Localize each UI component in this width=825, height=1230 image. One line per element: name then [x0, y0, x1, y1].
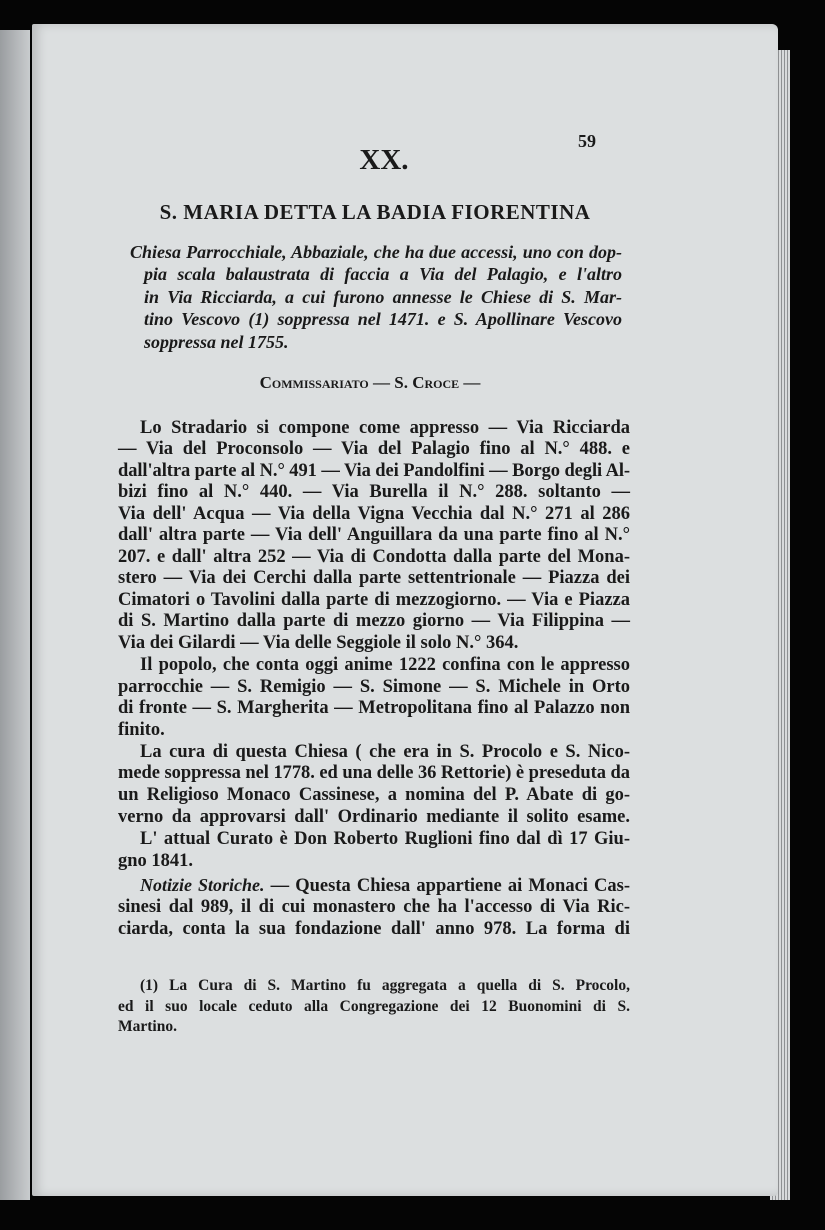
chapter-number: XX.: [359, 144, 409, 176]
body-line: 207. e dall' altra 252 — Via di Condotta dalla parte del Mona-: [118, 547, 630, 567]
body-line: Lo Stradario si compone come appresso — Via Ricciarda: [140, 418, 630, 438]
body-line: ciarda, conta la sua fondazione dall' anno 978. La forma di: [118, 919, 630, 939]
body-line: L' attual Curato è Don Roberto Ruglioni fino dal dì 17 Giu-: [140, 829, 630, 849]
body-line: finito.: [118, 720, 165, 740]
body-line: gno 1841.: [118, 851, 194, 871]
subtitle-line: pia scala balaustrata di faccia a Via del Palagio, e l'altro: [144, 264, 622, 284]
body-line: un Religioso Monaco Cassinese, a nomina del P. Abate di go-: [118, 785, 630, 805]
body-line: verno da approvarsi dall' Ordinario mediante il solito esame.: [118, 807, 630, 827]
footnote-line: Martino.: [118, 1018, 177, 1035]
body-line: Cimatori o Tavolini dalla parte di mezzogiorno. — Via e Piazza: [118, 590, 630, 610]
notizie-line: [140, 875, 630, 895]
body-line: bizi fino al N.° 440. — Via Burella il N.° 288. soltanto —: [118, 482, 630, 502]
notizie-label: Notizie Storiche.: [140, 875, 265, 895]
body-line: dall' altra parte — Via dell' Anguillara da una parte fino al N.°: [118, 525, 630, 545]
subtitle-line: in Via Ricciarda, a cui furono annesse le Chiese di S. Mar-: [144, 287, 622, 307]
body-line: sinesi dal 989, il di cui monastero che ha l'accesso di Via Ric-: [118, 897, 630, 917]
footnote-line: ed il suo locale ceduto alla Congregazione dei 12 Buonomini di S.: [118, 998, 630, 1015]
body-line: — Via del Proconsolo — Via del Palagio fino al N.° 488. e: [118, 439, 630, 459]
subtitle-line: tino Vescovo (1) soppressa nel 1471. e S. Apollinare Vescovo: [144, 309, 622, 329]
body-line: dall'altra parte al N.° 491 — Via dei Pandolfini — Borgo degli Al-: [118, 461, 630, 481]
body-line: di fronte — S. Margherita — Metropolitana fino al Palazzo non: [118, 698, 630, 718]
body-line: Via dei Gilardi — Via delle Seggiole il solo N.° 364.: [118, 633, 519, 653]
notizie-text: — Questa Chiesa appartiene ai Monaci Cas-: [270, 876, 631, 896]
body-line: parrocchie — S. Remigio — S. Simone — S. Michele in Orto: [118, 677, 630, 697]
left-page-edge: [0, 30, 30, 1200]
footnote-line: (1) La Cura di S. Martino fu aggregata a quella di S. Procolo,: [140, 977, 630, 994]
body-line: La cura di questa Chiesa ( che era in S. Procolo e S. Nico-: [140, 742, 630, 762]
subtitle-line: Chiesa Parrocchiale, Abbaziale, che ha due accessi, uno con dop-: [130, 242, 622, 262]
subtitle-line: soppressa nel 1755.: [144, 332, 289, 352]
body-line: stero — Via dei Cerchi dalla parte settentrionale — Piazza dei: [118, 568, 630, 588]
body-line: di S. Martino dalla parte di mezzo giorno — Via Filippina —: [118, 611, 630, 631]
body-line: mede soppressa nel 1778. ed una delle 36 Rettorie) è preseduta da: [118, 763, 630, 783]
commissariato-heading: Commissariato — S. Croce —: [259, 373, 481, 392]
body-line: Via dell' Acqua — Via della Vigna Vecchia dal N.° 271 al 286: [118, 504, 630, 524]
body-line: Il popolo, che conta oggi anime 1222 confina con le appresso: [140, 655, 630, 675]
page-title: S. MARIA DETTA LA BADIA FIORENTINA: [159, 200, 591, 224]
page-number: 59: [578, 131, 596, 151]
